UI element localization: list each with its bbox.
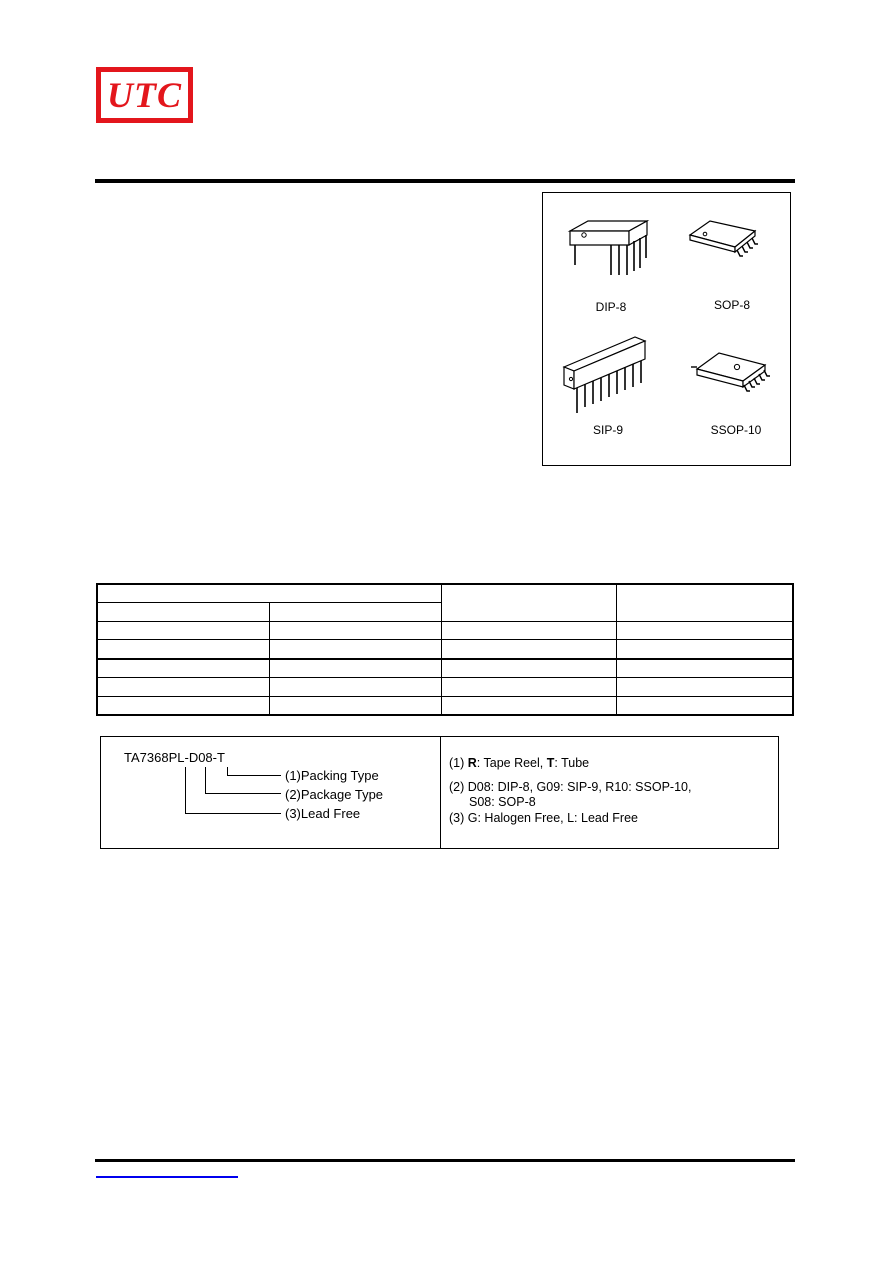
package-illustration-box <box>542 192 791 466</box>
part-number-example: TA7368PL-D08-T <box>124 750 225 765</box>
table-header-cell <box>616 584 793 622</box>
table-header-cell <box>269 602 441 621</box>
package-label-ssop-10: SSOP-10 <box>710 423 762 437</box>
sip-9-package-icon <box>559 327 659 417</box>
footer-website-link[interactable] <box>96 1176 238 1178</box>
part-number-base: TA7368PL <box>124 750 185 765</box>
table-row <box>97 677 793 696</box>
part-number-package: D08 <box>188 750 213 765</box>
logo-text: UTC <box>107 75 182 115</box>
company-logo <box>96 67 193 123</box>
header-rule <box>95 179 795 183</box>
table-row <box>97 697 793 715</box>
package-type-description: (2) D08: DIP-8, G09: SIP-9, R10: SSOP-10, <box>449 780 692 794</box>
package-type-label: (2)Package Type <box>285 787 384 802</box>
table-row <box>97 622 793 640</box>
lead-free-label: (3)Lead Free <box>285 806 361 821</box>
ssop-10-package-icon <box>689 347 783 397</box>
table-row <box>97 640 793 659</box>
dip-8-package-icon <box>567 213 653 283</box>
lead-free-description: (3) G: Halogen Free, L: Lead Free <box>449 811 638 825</box>
packing-type-label: (1)Packing Type <box>285 768 379 783</box>
column-divider <box>440 737 441 848</box>
table-header-cell <box>441 584 616 622</box>
package-label-dip-8: DIP-8 <box>595 300 627 314</box>
sop-8-package-icon <box>685 217 765 263</box>
part-number-decoder <box>100 736 779 849</box>
package-label-sop-8: SOP-8 <box>713 298 750 312</box>
part-number-packing: T <box>217 750 225 765</box>
packing-type-description: (1) R: Tape Reel, T: Tube <box>449 756 590 770</box>
table-row <box>97 659 793 677</box>
package-label-sip-9: SIP-9 <box>592 423 623 437</box>
table-header-cell <box>97 584 441 602</box>
table-header-cell <box>97 602 269 621</box>
ordering-info-table <box>96 583 792 716</box>
footer-rule <box>95 1159 795 1162</box>
package-type-description-cont: S08: SOP-8 <box>469 795 536 809</box>
